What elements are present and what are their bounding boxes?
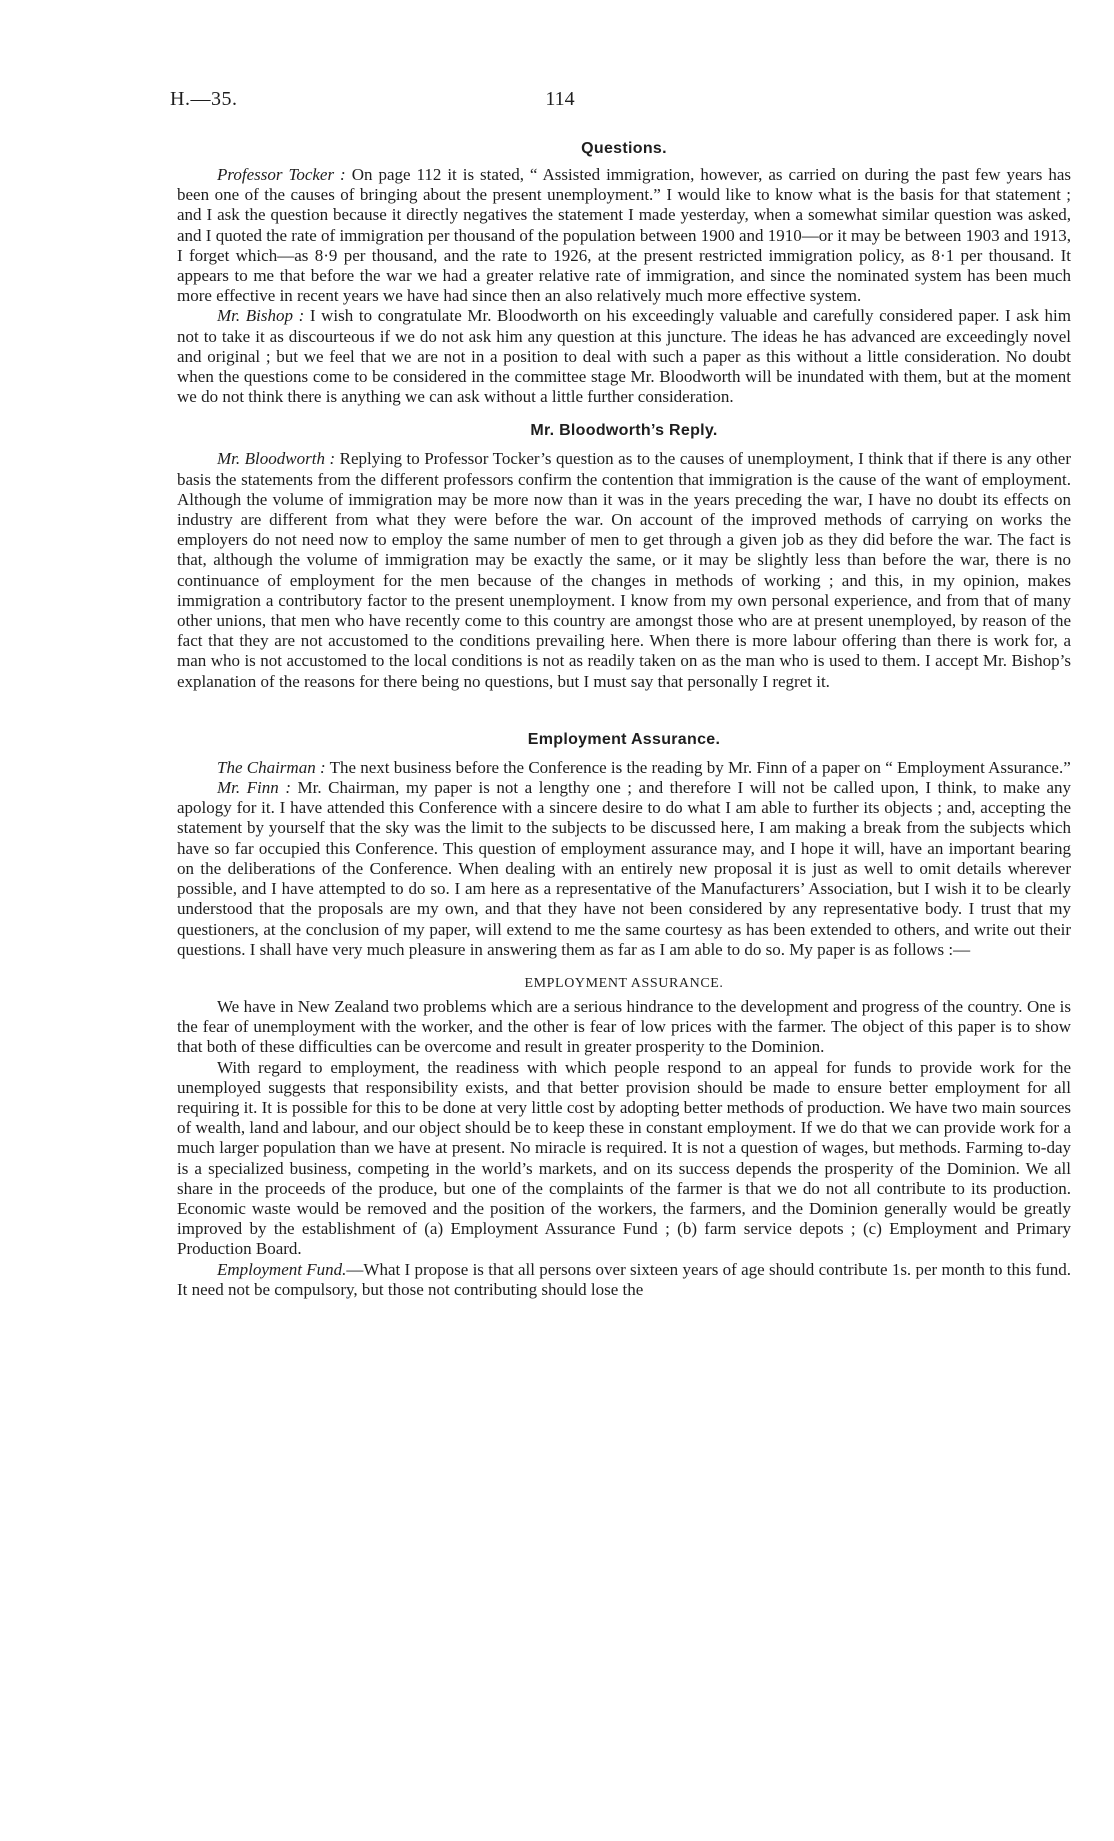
paragraph-professor-tocker [177,165,1071,306]
speaker-name: Mr. Bishop : [217,306,305,326]
section-heading-reply: Mr. Bloodworth’s Reply. [530,422,718,440]
section-heading-employment-assurance: Employment Assurance. [527,730,721,748]
paragraph-the-chairman [177,758,1071,778]
paragraph-mr-bloodworth [177,449,1071,691]
paper-title: EMPLOYMENT ASSURANCE. [524,975,724,991]
paper-paragraph-employment-fund [177,1260,1071,1300]
page-body [177,140,1071,1300]
paragraph-mr-bishop [177,306,1071,407]
paragraph-text: The next business before the Conference is the reading by Mr. Finn of a paper on “ Employment Assurance.” [325,757,1071,777]
page-number: 114 [545,88,575,110]
paragraph-text: Mr. Chairman, my paper is not a lengthy one ; and therefore I will not be called upon, I think, to make any apology for it. I have attended this Conference with a sincere desire to do what I am able to further its objects ; and, accepting the statement by yourself that the sky was the limit to the subjects to be discussed here, I am making a break from the subjects which have so far occupied this Conference. This question of employment assurance may, and I hope it will, have an important bearing on the deliberations of the Conference. When dealing with an entirely new proposal it is just as well to omit details wherever possible, and I have attempted to do so. I am here as a representative of the Manufacturers’ Association, but I wish it to be clearly understood that the proposals are my own, and that they have not been considered by any representative body. I trust that my questioners, at the conclusion of my paper, will extend to me the same courtesy as has been extended to others, and write out their questions. I shall have very much pleasure in answering them as far as I am able to do so. My paper is as follows :— [177,778,1071,959]
paragraph-text: I wish to congratulate Mr. Bloodworth on his exceedingly valuable and carefully considered paper. I ask him not to take it as discourteous if we do not ask him any question at this juncture. The ideas he has advanced are exceedingly novel and original ; but we feel that we are not in a position to deal with such a paper as this without a little consideration. No doubt when the questions come to be considered in the committee stage Mr. Bloodworth will be inundated with them, but at the moment we do not think there is anything we can ask without a little further consideration. [177,306,1072,407]
speaker-name: Mr. Bloodworth : [217,449,336,469]
running-header [170,88,950,112]
speaker-name: Mr. Finn : [217,778,291,798]
paper-paragraph-1: We have in New Zealand two problems which are a serious hindrance to the development and progress of the country. One is the fear of unemployment with the worker, and the other is fear of low prices with the farmer. The object of this paper is to show that both of these difficulties can be overcome and result in greater prosperity to the Dominion. [177,996,1071,1057]
paragraph-text: Replying to Professor Tocker’s question as to the causes of unemployment, I think that if there is any other basis the statements from the different professors confirm the contention that immigration is the cause of the want of employment. Although the volume of immigration may be more now than it was in the years preceding the war, I have no doubt its effects on industry are different from what they were before the war. On account of the improved methods of carrying on works the employers do not need now to employ the same number of men to get through a given job as they did before the war. The fact is that, although the volume of immigration may be exactly the same, or it may be slightly less than before the war, there is no continuance of employment for the men because of the changes in methods of working ; and this, in my opinion, makes immigration a contributory factor to the present unemployment. I know from my own personal experience, and from that of many other unions, that men who have recently come to this country are amongst those who are at present unemployed, by reason of the fact that they are not accustomed to the conditions prevailing here. When there is more labour offering than there is work for, a man who is not accustomed to the local conditions is not as readily taken on as the man who is used to them. I accept Mr. Bishop’s explanation of the reasons for there being no questions, but I must say that personally I regret it. [177,449,1071,691]
speaker-name: Professor Tocker : [217,165,346,184]
document-reference: H.—35. [170,88,238,110]
subheading-employment-fund: Employment Fund. [217,1259,347,1279]
paragraph-text: —What I propose is that all persons over sixteen years of age should contribute 1s. per month to this fund. It need not be compulsory, but those not contributing should lose the [177,1259,1071,1299]
speaker-name: The Chairman : [217,757,326,777]
paragraph-text: On page 112 it is stated, “ Assisted immigration, however, as carried on during the past few years has been one of the causes of bringing about the present unemployment.” I would like to know what is the basis for that statement ; and I ask the question because it directly negatives the statement I made yesterday, when a somewhat similar question was asked, and I quoted the rate of immigration per thousand of the population between 1900 and 1910—or it may be between 1903 and 1913, I forget which—as 8·9 per thousand, and the rate to 1926, at the present restricted immigration policy, as 8·1 per thousand. It appears to me that before the war we had a greater relative rate of immigration, and since the nominated system has been much more effective in recent years we have had since then an also relatively much more effective system. [177,165,1072,306]
paper-paragraph-2: With regard to employment, the readiness with which people respond to an appeal for funds to provide work for the unemployed suggests that responsibility exists, and that better provision should be made to ensure better employment for all requiring it. It is possible for this to be done at very little cost by adopting better methods of production. We have two main sources of wealth, land and labour, and our object should be to keep these in constant employment. If we do that we can provide work for a much larger population than we have at present. No miracle is required. It is not a question of wages, but methods. Farming to-day is a specialized business, competing in the world’s markets, and on its success depends the prosperity of the Dominion. We all share in the proceeds of the produce, but one of the complaints of the farmer is that we do not all contribute to its production. Economic waste would be removed and the position of the workers, the farmers, and the Dominion generally would be greatly improved by the establishment of (a) Employment Assurance Fund ; (b) farm service depots ; (c) Employment and Primary Production Board. [177,1057,1071,1259]
paragraph-mr-finn [177,778,1071,960]
section-heading-questions: Questions. [581,140,667,157]
